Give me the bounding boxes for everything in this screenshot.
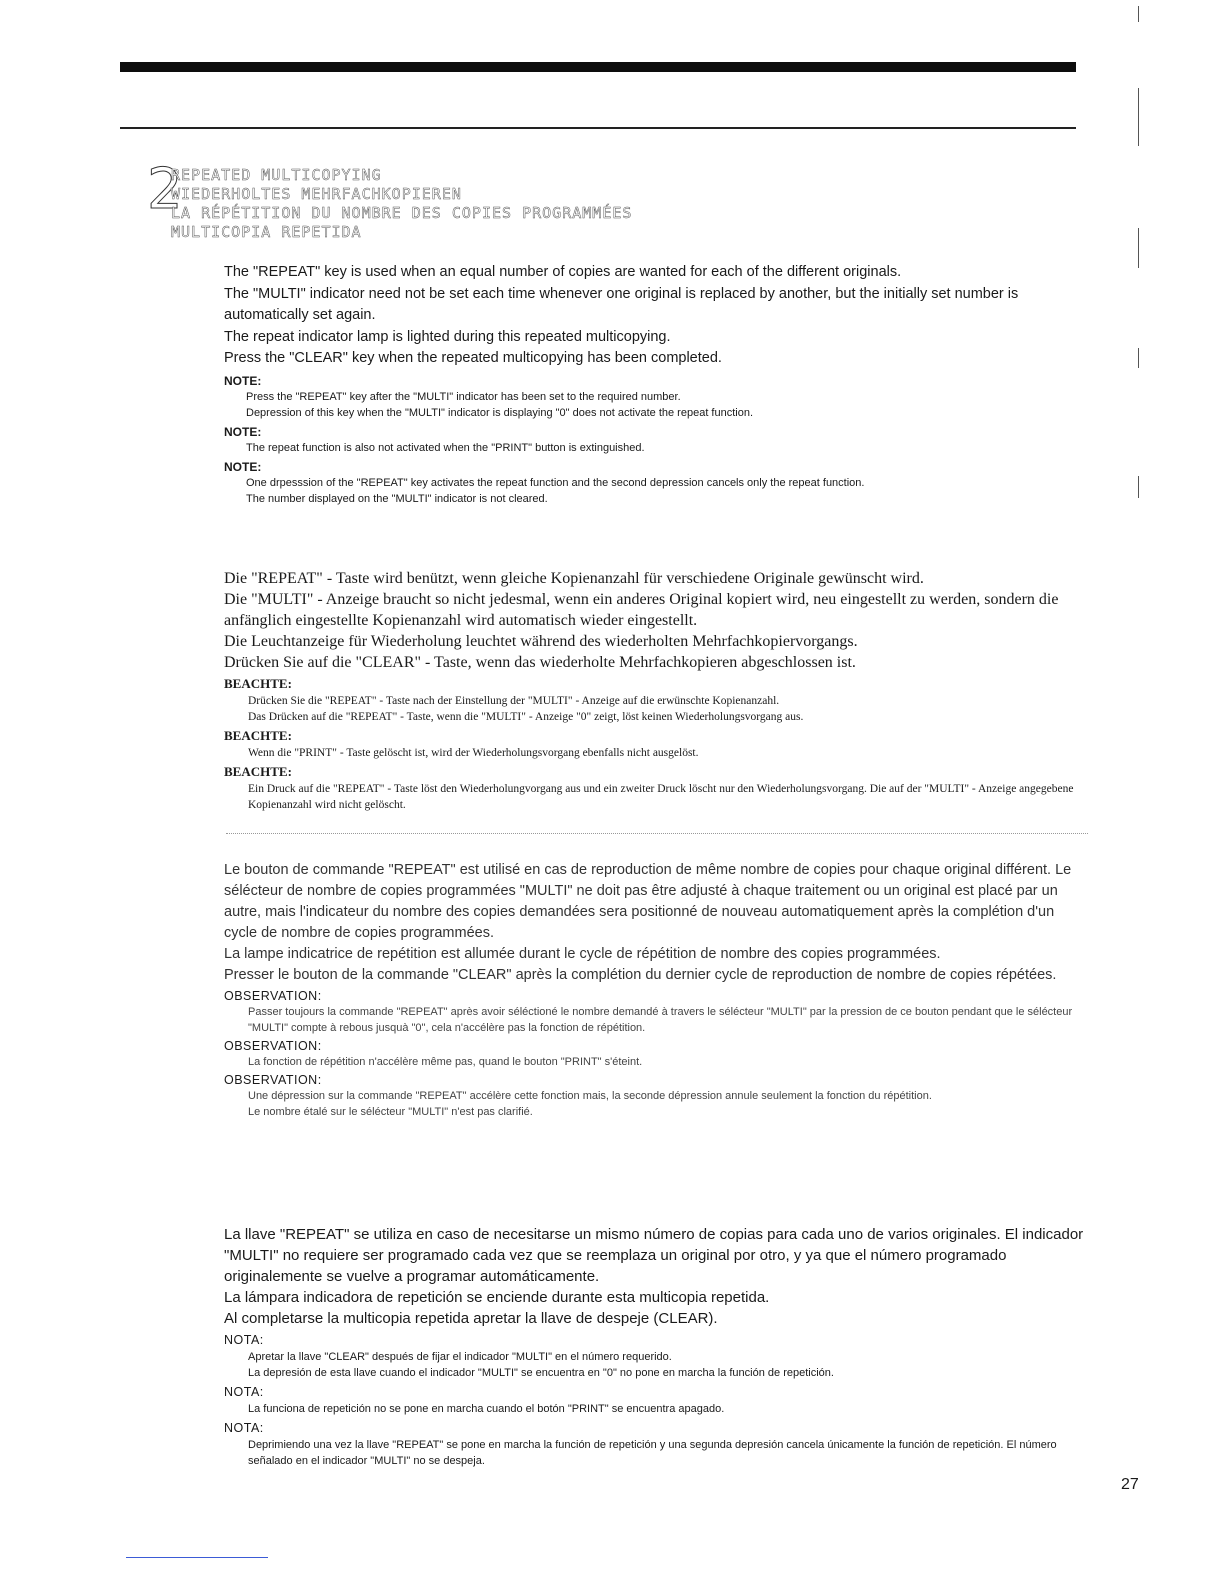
note-heading: NOTE: bbox=[224, 424, 262, 439]
title-english: REPEATED MULTICOPYING bbox=[171, 166, 382, 184]
note-heading: OBSERVATION: bbox=[224, 1073, 322, 1087]
title-french: LA RÉPÉTITION DU NOMBRE DES COPIES PROGRAMMÉES bbox=[171, 204, 633, 222]
note-heading: OBSERVATION: bbox=[224, 1039, 322, 1053]
paragraph: Die "MULTI" - Anzeige braucht so nicht jedesmal, wenn ein anderes Original kopiert wird, neu eingestellt zu werden, sondern die anfänglich eingestellte Kopienanzahl wird automatisch wieder eingestellt. bbox=[224, 591, 1059, 629]
section-separator bbox=[226, 833, 1088, 834]
note-text: La funciona de repetición no se pone en marcha cuando el botón "PRINT" se encuentra apagado. bbox=[248, 1403, 725, 1415]
paragraph: Press the "CLEAR" key when the repeated multicopying has been completed. bbox=[224, 350, 722, 366]
note-text: Das Drücken auf die "REPEAT" - Taste, wenn die "MULTI" - Anzeige "0" zeigt, löst keinen Wiederholungsvorgang aus. bbox=[248, 711, 804, 723]
paragraph: La lámpara indicadora de repetición se enciende durante esta multicopia repetida. bbox=[224, 1289, 770, 1306]
note-text: Deprimiendo una vez la llave "REPEAT" se pone en marcha la función de repetición y una segunda depresión cancela únicamente la función de repetición. El número señalado en el indicador "MULTI" no se despeja. bbox=[248, 1439, 1057, 1467]
note-heading: NOTE: bbox=[224, 459, 262, 474]
note-text: Le nombre étalé sur le sélécteur "MULTI" n'est pas clarifié. bbox=[248, 1106, 533, 1118]
note-heading: OBSERVATION: bbox=[224, 989, 322, 1003]
paragraph: The "REPEAT" key is used when an equal number of copies are wanted for each of the different originals. bbox=[224, 264, 902, 280]
paragraph: Drücken Sie auf die "CLEAR" - Taste, wenn das wiederholte Mehrfachkopieren abgeschlossen ist. bbox=[224, 654, 856, 671]
bottom-line bbox=[126, 1557, 268, 1558]
french-section bbox=[224, 860, 1084, 1120]
note-text: Press the "REPEAT" key after the "MULTI" indicator has been set to the required number. bbox=[246, 390, 681, 403]
note-text: La fonction de répétition n'accélère même pas, quand le bouton "PRINT" s'éteint. bbox=[248, 1056, 643, 1068]
note-heading: NOTA: bbox=[224, 1421, 264, 1435]
german-section bbox=[224, 568, 1084, 813]
title-german: WIEDERHOLTES MEHRFACHKOPIEREN bbox=[171, 185, 462, 203]
paragraph: Al completarse la multicopia repetida apretar la llave de despeje (CLEAR). bbox=[224, 1310, 718, 1327]
paragraph: The repeat indicator lamp is lighted during this repeated multicopying. bbox=[224, 328, 671, 345]
title-spanish: MULTICOPIA REPETIDA bbox=[171, 223, 362, 241]
note-text: Apretar la llave "CLEAR" después de fijar el indicador "MULTI" en el número requerido. bbox=[248, 1351, 672, 1363]
section-titles bbox=[171, 166, 632, 242]
note-text: Passer toujours la commande "REPEAT" après avoir séléctioné le nombre demandé à travers le sélécteur "MULTI" par la pression de ce bouton pendant que le sélécteur "MULTI" compte à rebous jusquà "0", cela n'accélère pas la fonction de répétition. bbox=[248, 1006, 1073, 1034]
paragraph: Die "REPEAT" - Taste wird benützt, wenn gleiche Kopienanzahl für verschiedene Originale gewünscht wird. bbox=[224, 570, 924, 587]
note-text: Drücken Sie die "REPEAT" - Taste nach der Einstellung der "MULTI" - Anzeige auf die erwünschte Kopienanzahl. bbox=[248, 695, 780, 707]
paragraph: La lampe indicatrice de repétition est allumée durant le cycle de répétition de nombre des copies programmées. bbox=[224, 946, 941, 962]
paragraph: Presser le bouton de la commande "CLEAR" après la complétion du dernier cycle de reproduction de nombre de copies répétées. bbox=[224, 967, 1057, 983]
note-heading: BEACHTE: bbox=[224, 764, 292, 779]
paragraph: The "MULTI" indicator need not be set each time whenever one original is replaced by another, but the initially set number is automatically set again. bbox=[224, 285, 1019, 323]
note-text: One drpesssion of the "REPEAT" key activates the repeat function and the second depression cancels only the repeat function. bbox=[246, 476, 865, 489]
note-text: Une dépression sur la commande "REPEAT" accélère cette fonction mais, la seconde dépression annule seulement la fonction du répétition. bbox=[248, 1090, 932, 1102]
note-text: La depresión de esta llave cuando el indicador "MULTI" se encuentra en "0" no pone en marcha la función de repetición. bbox=[248, 1367, 834, 1379]
note-heading: NOTA: bbox=[224, 1333, 264, 1347]
note-heading: BEACHTE: bbox=[224, 728, 292, 743]
spanish-section bbox=[224, 1224, 1084, 1469]
edge-mark bbox=[1138, 88, 1139, 146]
edge-mark bbox=[1138, 348, 1139, 368]
top-thick-rule bbox=[120, 62, 1076, 72]
english-section bbox=[224, 262, 1084, 507]
section-number: 2 bbox=[147, 157, 183, 222]
paragraph: Die Leuchtanzeige für Wiederholung leuchtet während des wiederholten Mehrfachkopiervorgangs. bbox=[224, 633, 858, 650]
note-text: Depression of this key when the "MULTI" indicator is displaying "0" does not activate the repeat function. bbox=[246, 406, 754, 419]
paragraph: Le bouton de commande "REPEAT" est utilisé en cas de reproduction de même nombre de copies pour chaque original différent. Le sélécteur de nombre de copies programmées "MULTI" ne doit pas être adjusté à chaque traitement ou un original est placé par un autre, mais l'indicateur du nombre des copies demandées sera positionné de nouveau automatiquement après la complétion d'un cycle de nombre de copies programmées. bbox=[224, 862, 1072, 941]
paragraph: La llave "REPEAT" se utiliza en caso de necesitarse un mismo número de copias para cada uno de varios originales. El indicador "MULTI" no requiere ser programado cada vez que se reemplaza un original por otro, y ya que el número programado originalemente se vuelve a programar automáticamente. bbox=[224, 1226, 1084, 1285]
note-text: The repeat function is also not activated when the "PRINT" button is extinguished. bbox=[246, 441, 645, 454]
edge-mark bbox=[1138, 6, 1139, 22]
note-heading: NOTA: bbox=[224, 1385, 264, 1399]
note-heading: BEACHTE: bbox=[224, 676, 292, 691]
note-heading: NOTE: bbox=[224, 373, 262, 388]
edge-mark bbox=[1138, 228, 1139, 268]
page-number: 27 bbox=[1121, 1476, 1139, 1493]
note-text: Wenn die "PRINT" - Taste gelöscht ist, wird der Wiederholungsvorgang ebenfalls nicht ausgelöst. bbox=[248, 747, 699, 759]
note-text: Ein Druck auf die "REPEAT" - Taste löst den Wiederholungvorgang aus und ein zweiter Druck löscht nur den Wiederholungsvorgang. Die auf der "MULTI" - Anzeige angegebene Kopienanzahl wird nicht gelöscht. bbox=[248, 783, 1074, 811]
edge-mark bbox=[1138, 476, 1139, 498]
note-text: The number displayed on the "MULTI" indicator is not cleared. bbox=[246, 492, 548, 505]
top-thin-rule bbox=[120, 127, 1076, 129]
